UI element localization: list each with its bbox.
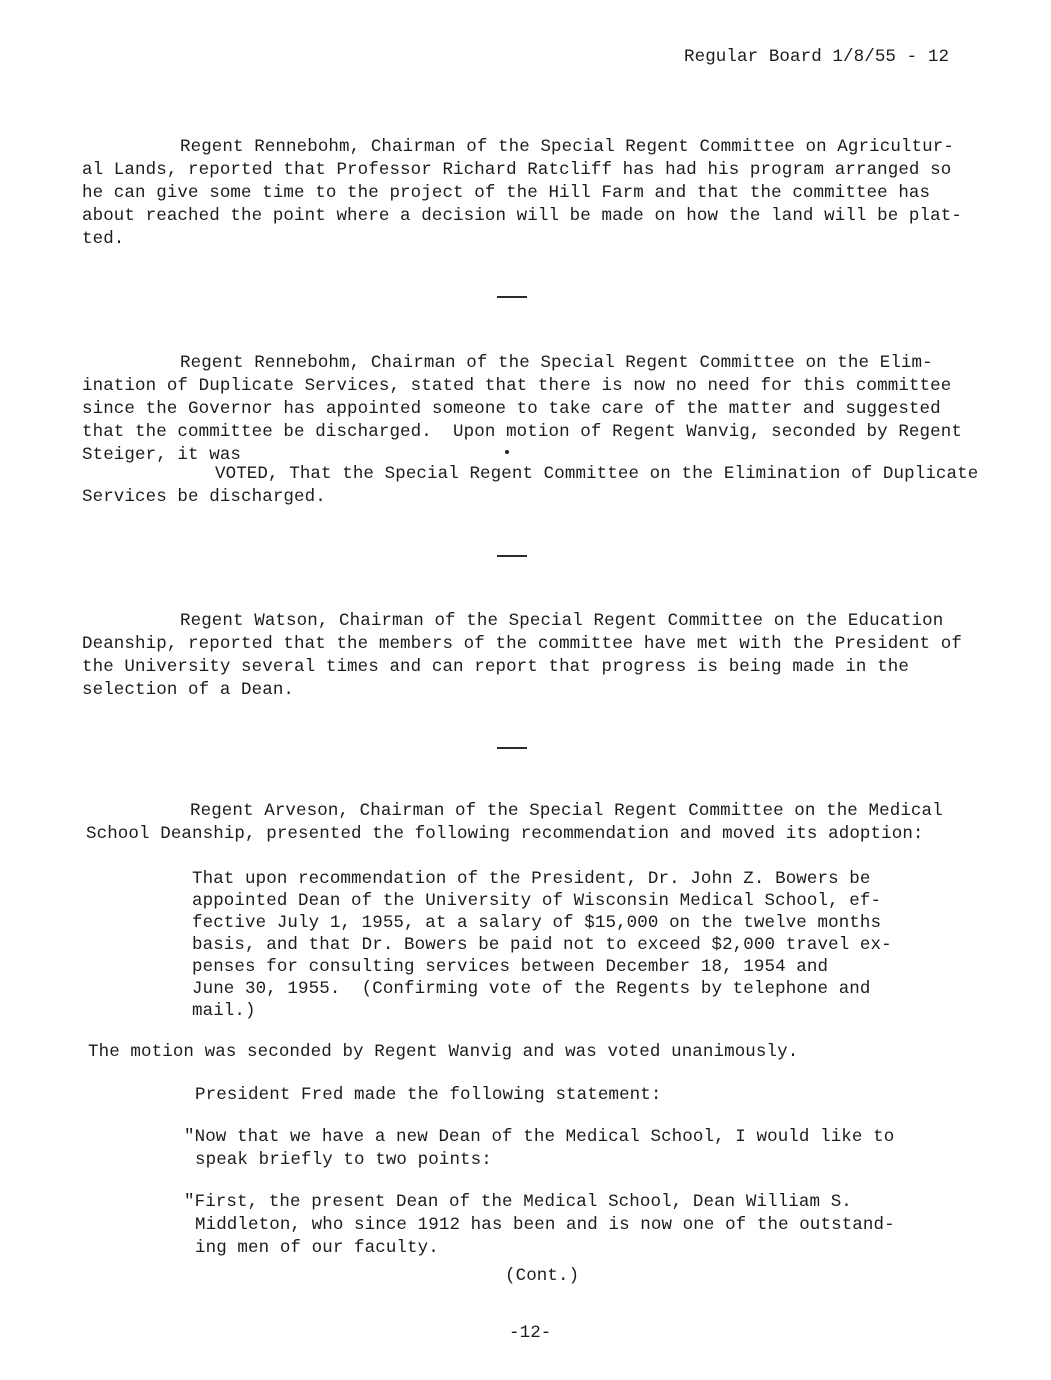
text-line: Deanship, reported that the members of the committee have met with the President of: [82, 634, 962, 654]
stray-mark: [505, 450, 509, 454]
text-line: ted.: [82, 229, 125, 249]
text-line: That upon recommendation of the President, Dr. John Z. Bowers be: [192, 869, 871, 889]
text-line: Regent Arveson, Chairman of the Special Regent Committee on the Medical: [190, 801, 943, 821]
text-line: mail.): [192, 1001, 256, 1021]
text-line: basis, and that Dr. Bowers be paid not to exceed $2,000 travel ex-: [192, 935, 892, 955]
text-line: the University several times and can report that progress is being made in the: [82, 657, 909, 677]
text-line: fective July 1, 1955, at a salary of $15,000 on the twelve months: [192, 913, 882, 933]
text-line: "Now that we have a new Dean of the Medical School, I would like to: [184, 1127, 895, 1147]
text-line: about reached the point where a decision will be made on how the land will be plat-: [82, 206, 962, 226]
section-separator: [497, 555, 527, 557]
text-line: penses for consulting services between December 18, 1954 and: [192, 957, 829, 977]
text-line: Regent Rennebohm, Chairman of the Special Regent Committee on Agricultur-: [180, 137, 954, 157]
text-line: Services be discharged.: [82, 487, 326, 507]
text-line: al Lands, reported that Professor Richard Ratcliff has had his program arranged so: [82, 160, 952, 180]
page-number: -12-: [509, 1323, 552, 1343]
text-line: selection of a Dean.: [82, 680, 295, 700]
text-line: he can give some time to the project of the Hill Farm and that the committee has: [82, 183, 931, 203]
text-line: School Deanship, presented the following recommendation and moved its adoption:: [86, 824, 924, 844]
text-line: that the committee be discharged. Upon motion of Regent Wanvig, seconded by Regent: [82, 422, 962, 442]
text-line: Steiger, it was: [82, 445, 242, 465]
text-line: Middleton, who since 1912 has been and is now one of the outstand-: [195, 1215, 895, 1235]
text-line: ing men of our faculty.: [195, 1238, 439, 1258]
text-line: "First, the present Dean of the Medical School, Dean William S.: [184, 1192, 852, 1212]
text-line: Regent Rennebohm, Chairman of the Special Regent Committee on the Elim-: [180, 353, 933, 373]
text-line: ination of Duplicate Services, stated that there is now no need for this committee: [82, 376, 952, 396]
text-line: VOTED, That the Special Regent Committee on the Elimination of Duplicate: [215, 464, 979, 484]
text-line: appointed Dean of the University of Wisconsin Medical School, ef-: [192, 891, 882, 911]
page-header: Regular Board 1/8/55 - 12: [684, 47, 950, 67]
text-line: speak briefly to two points:: [195, 1150, 492, 1170]
statement-intro: President Fred made the following statement:: [195, 1085, 662, 1105]
text-line: Regent Watson, Chairman of the Special Regent Committee on the Education: [180, 611, 944, 631]
motion-text: The motion was seconded by Regent Wanvig and was voted unanimously.: [88, 1042, 799, 1062]
text-line: since the Governor has appointed someone to take care of the matter and suggested: [82, 399, 941, 419]
continued-marker: (Cont.): [505, 1266, 580, 1286]
text-line: June 30, 1955. (Confirming vote of the Regents by telephone and: [192, 979, 871, 999]
section-separator: [497, 747, 527, 749]
section-separator: [497, 296, 527, 298]
